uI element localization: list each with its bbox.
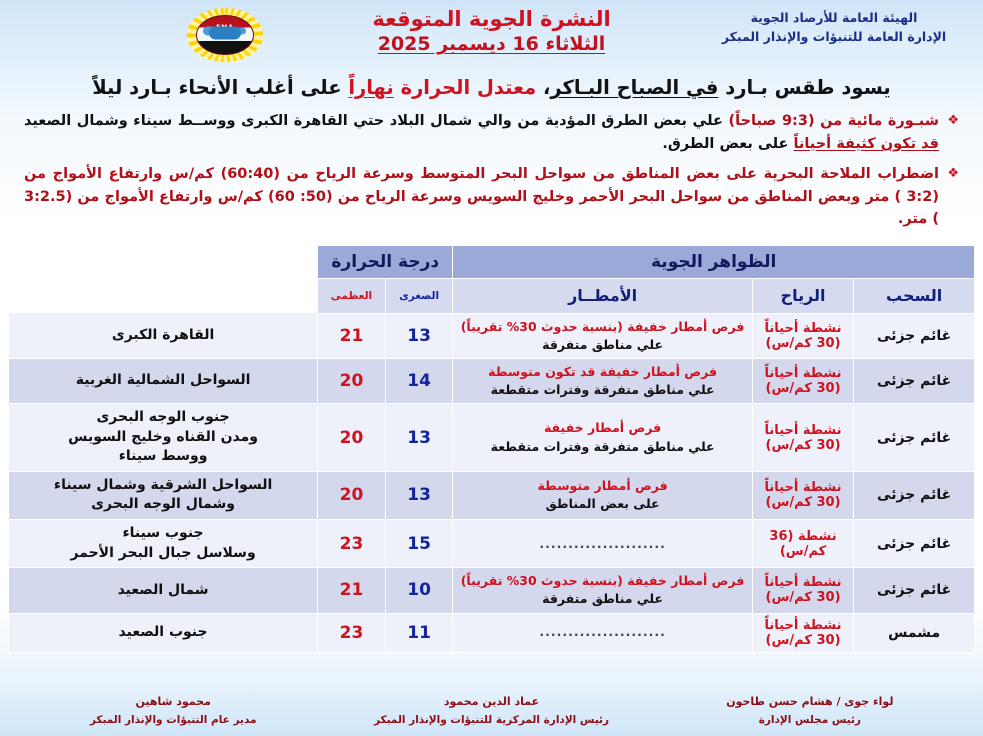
cell-wind: نشطة (36 كم/س): [752, 520, 853, 568]
header-cloud: السحب: [854, 278, 975, 313]
fog-warning-dense: قد تكون كثيفة أحياناً: [793, 135, 939, 152]
rain-chance: فرص أمطار خفيفة (بنسبة حدوث 30% تقريباً): [460, 318, 745, 334]
bulletin-title-block: [282, 6, 702, 58]
summary-part6: ليلاً: [92, 76, 130, 99]
region-line: جنوب الوجه البحرى: [96, 409, 230, 426]
cell-cloud: غائم جزئى: [854, 568, 975, 613]
cell-cloud: غائم جزئى: [854, 313, 975, 358]
organization-name: الهيئة العامة للأرصاد الجوية: [750, 10, 918, 25]
summary-space2: [394, 76, 401, 99]
cell-cloud: غائم جزئى: [854, 358, 975, 403]
cell-wind: نشطة أحياناً (30 كم/س): [752, 568, 853, 613]
region-line: وشمال الوجه البحرى: [91, 496, 235, 513]
summary-cold-morning: بـارد: [725, 76, 768, 99]
cell-rain: [453, 313, 752, 358]
cell-temp-min: 14: [385, 358, 453, 403]
cell-region: [9, 613, 318, 652]
table-row: [9, 520, 975, 568]
signature-name: عماد الدين محمود: [443, 695, 540, 709]
table-header-top-row: [9, 245, 975, 278]
cell-rain: [453, 471, 752, 519]
header-phenomena: الظواهر الجوية: [453, 245, 975, 278]
warning-item-marine: [24, 163, 959, 230]
page-header: [0, 0, 983, 68]
page-title: النشرة الجوية المتوقعة: [372, 7, 611, 31]
cell-wind: نشطة أحياناً (30 كم/س): [752, 471, 853, 519]
cell-temp-max: 20: [318, 471, 386, 519]
summary-part1: يسود طقس: [767, 76, 891, 99]
region-line: السواحل الشمالية الغربية: [75, 372, 251, 389]
table-row: [9, 613, 975, 652]
rain-chance: فرص أمطار خفيفة قد تكون متوسطة: [488, 363, 718, 379]
region-line: السواحل الشرقية وشمال سيناء: [53, 476, 273, 493]
cell-wind: نشطة أحياناً (30 كم/س): [752, 404, 853, 472]
cell-temp-max: 20: [318, 358, 386, 403]
cell-wind: نشطة أحياناً (30 كم/س): [752, 313, 853, 358]
cell-rain: [453, 613, 752, 652]
summary-part5: على أغلب الأنحاء: [171, 76, 349, 99]
marine-warning-line1: اضطراب الملاحة البحرية على بعض المناطق من سواحل البحر المتوسط وسرعة الرياح من (60:40) كم/س وارتفاع الأمواج من (3:2 ) متر: [24, 166, 939, 205]
cell-region: [9, 471, 318, 519]
rain-placeholder-dots: ......................: [539, 535, 666, 551]
warnings-list: [0, 104, 983, 240]
header-temp-min: الصغرى: [385, 278, 453, 313]
cell-rain: [453, 568, 752, 613]
rain-chance: فرص أمطار خفيفة: [543, 420, 662, 436]
cell-wind: نشطة أحياناً (30 كم/س): [752, 613, 853, 652]
signature-title: مدير عام التنبؤات والإنذار المبكر: [89, 714, 257, 727]
forecast-table: [8, 245, 975, 653]
signature-chairman: [651, 693, 969, 730]
cell-temp-min: 11: [385, 613, 453, 652]
cell-rain: [453, 358, 752, 403]
signature-title: رئيس الإدارة المركزية للتنبؤات والإنذار المبكر: [373, 714, 610, 727]
cell-region: [9, 404, 318, 472]
cell-cloud: غائم جزئى: [854, 520, 975, 568]
marine-warning-line2: وبعض المناطق من سواحل البحر الأحمر وخليج السويس وسرعة الرياح من (50: 60) كم/س وارتفاع الأمواج من (3:2.5 ) متر.: [24, 188, 939, 228]
cell-cloud: غائم جزئى: [854, 471, 975, 519]
summary-comma: ،: [536, 76, 551, 99]
header-temperature: درجة الحرارة: [318, 245, 453, 278]
table-row: [9, 404, 975, 472]
cloud-icon: [209, 27, 241, 40]
region-line: ووسط سيناء: [118, 448, 208, 465]
cell-region: [9, 358, 318, 403]
signature-name: محمود شاهين: [135, 695, 211, 709]
cell-rain: [453, 404, 752, 472]
rain-areas: على بعض المناطق: [545, 496, 660, 512]
summary-daytime: نهاراً: [348, 76, 394, 99]
cell-temp-min: 13: [385, 471, 453, 519]
rain-areas: علي مناطق متفرقة: [542, 336, 664, 352]
rain-areas: علي مناطق متفرقة وفترات متقطعة: [490, 438, 715, 454]
region-line: ومدن القناه وخليج السويس: [68, 428, 258, 445]
header-wind: الرياح: [752, 278, 853, 313]
signature-general-manager: [14, 693, 332, 730]
rain-areas: علي مناطق متفرقة وفترات متقطعة: [490, 381, 715, 397]
logo-oval: [196, 15, 254, 55]
cell-temp-max: 21: [318, 568, 386, 613]
table-row: [9, 358, 975, 403]
signature-central-head: [332, 693, 650, 730]
fog-warning-roads: علي بعض الطرق المؤدية من والي شمال البلاد حتي القاهرة الكبرى ووســط سيناء وشمال الصعيد: [24, 113, 723, 130]
header-rain: الأمطــار: [453, 278, 752, 313]
bullet-marker-icon: ❖: [947, 166, 959, 182]
region-line: وسلاسل جبال البحر الأحمر: [70, 544, 256, 561]
cell-wind: نشطة أحياناً (30 كم/س): [752, 358, 853, 403]
department-name: الإدارة العامة للتنبؤات والإنذار المبكر: [721, 29, 947, 45]
bullet-marker-icon: ❖: [947, 113, 959, 129]
summary-moderate-temp: معتدل الحرارة: [400, 76, 537, 99]
table-row: [9, 471, 975, 519]
cell-temp-min: 10: [385, 568, 453, 613]
rain-chance: فرص أمطار خفيفة (بنسبة حدوث 30% تقريباً): [460, 573, 745, 589]
table-body: [9, 313, 975, 652]
cell-temp-max: 21: [318, 313, 386, 358]
signature-name: لواء جوى / هشام حسن طاحون: [726, 695, 894, 709]
summary-cold-night: بـارد: [129, 76, 172, 99]
rain-areas: علي مناطق متفرقة: [542, 591, 664, 607]
cell-temp-max: 23: [318, 613, 386, 652]
summary-early-morning: في الصباح البـاكر: [550, 76, 719, 99]
cell-region: [9, 520, 318, 568]
region-line: شمال الصعيد: [117, 581, 209, 598]
cell-cloud: مشمس: [854, 613, 975, 652]
fog-warning-someroads: على بعض الطرق.: [662, 135, 794, 152]
table-row: [9, 568, 975, 613]
forecast-table-container: [0, 241, 983, 653]
cell-temp-max: 20: [318, 404, 386, 472]
region-line: القاهرة الكبرى: [111, 326, 215, 343]
header-temp-max: العظمى: [318, 278, 386, 313]
cell-region: [9, 568, 318, 613]
table-row: [9, 313, 975, 358]
page-footer: [0, 693, 983, 730]
rain-chance: فرص أمطار متوسطة: [537, 478, 668, 494]
cell-temp-max: 23: [318, 520, 386, 568]
cell-region: [9, 313, 318, 358]
cell-temp-min: 13: [385, 313, 453, 358]
bulletin-date: الثلاثاء 16 ديسمبر 2025: [377, 33, 606, 56]
signature-title: رئيس مجلس الإدارة: [758, 714, 861, 727]
cell-cloud: غائم جزئى: [854, 404, 975, 472]
region-line: جنوب سيناء: [122, 525, 204, 542]
region-line: جنوب الصعيد: [118, 623, 208, 640]
cell-temp-min: 13: [385, 404, 453, 472]
organization-block: [699, 8, 969, 47]
cell-rain: [453, 520, 752, 568]
cell-temp-min: 15: [385, 520, 453, 568]
table-head: [9, 245, 975, 313]
fog-warning-time: شبـورة مائية من (9:3 صباحاً): [722, 113, 939, 130]
forecast-summary: [0, 68, 983, 104]
warning-item-fog: [24, 110, 959, 155]
ema-logo-icon: [187, 8, 263, 62]
rain-placeholder-dots: ......................: [539, 624, 666, 640]
header-region-spacer: [9, 245, 318, 313]
